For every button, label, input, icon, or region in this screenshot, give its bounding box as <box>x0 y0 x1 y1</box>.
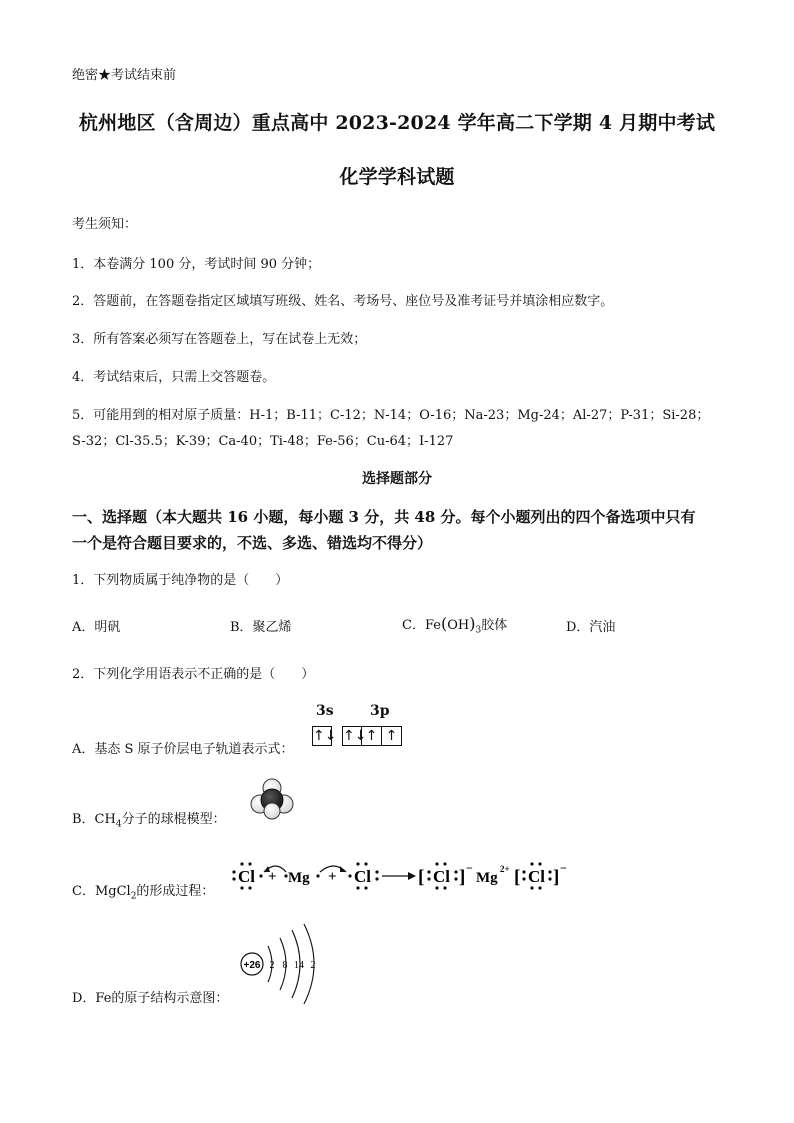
question-2-option-b-label <box>72 808 226 830</box>
exam-title: 杭州地区（含周边）重点高中 2023-2024 学年高二下学期 4 月期中考试 <box>78 112 716 134</box>
mg-ion-charge: 2+ <box>500 864 510 874</box>
charge-minus-1: − <box>466 861 473 875</box>
bracket-cl-1-text: Cl <box>433 867 450 886</box>
shell-3-count: 14 <box>294 960 304 971</box>
question-1-option-b: B．聚乙烯 <box>230 620 292 635</box>
notice-heading: 考生须知： <box>72 217 138 232</box>
nucleus-charge: +26 <box>243 960 261 971</box>
question-2-option-a-label: A．基态 S 原子价层电子轨道表示式： <box>72 742 294 757</box>
orbital-box-3p-1: ↑↓ <box>343 728 367 744</box>
svg-text:[: [ <box>418 867 425 888</box>
orbital-box-3p-2: ↑ <box>362 726 382 746</box>
cl-right-text: Cl <box>354 867 371 886</box>
option-c-paren-close: ) <box>469 614 476 633</box>
orbital-3s-boxes <box>312 726 337 746</box>
part-title: 选择题部分 <box>362 471 432 487</box>
option-c-subscript: 3 <box>475 625 482 636</box>
option-c-prefix: C．Fe <box>402 618 441 633</box>
cl-atom-right <box>348 862 378 889</box>
mg-ion-text: Mg <box>476 870 498 886</box>
svg-text:]: ] <box>553 867 560 888</box>
option-c-label-suffix: 的形成过程： <box>136 884 215 899</box>
option-c-suffix: 胶体 <box>481 618 508 633</box>
plus-1: + <box>268 869 277 885</box>
question-1-stem: 1．下列物质属于纯净物的是（ ） <box>72 573 289 588</box>
option-b-prefix: B．CH <box>72 812 116 827</box>
orbital-box-3s: ↑↓ <box>313 728 337 744</box>
notice-item-3: 3．所有答案必须写在答题卷上，写在试卷上无效； <box>72 332 367 347</box>
option-c-label-prefix: C．MgCl <box>72 884 131 899</box>
fe-atomic-structure-icon <box>238 920 328 1004</box>
option-b-subscript: 4 <box>115 819 122 830</box>
orbital-3s-label: 3s <box>316 703 334 719</box>
option-c-paren-open: ( <box>440 614 448 633</box>
orbital-3p-boxes <box>342 726 402 746</box>
option-b-suffix: 分子的球棍模型： <box>121 812 226 827</box>
plus-2: + <box>328 869 337 885</box>
charge-minus-2: − <box>560 861 567 875</box>
question-2-stem: 2．下列化学用语表示不正确的是（ ） <box>72 667 315 682</box>
notice-item-5: 5．可能用到的相对原子质量：H-1；B-11；C-12；N-14；O-16；Na-23；Mg-24；Al-27；P-31；Si-28； <box>72 408 710 423</box>
notice-item-4: 4．考试结束后，只需上交答题卷。 <box>72 370 276 385</box>
question-2-option-d-label: D．Fe的原子结构示意图： <box>72 991 229 1006</box>
mgcl2-formation-diagram <box>230 850 570 896</box>
cl-atom-left <box>232 862 262 889</box>
option-c-label-subscript: 2 <box>130 891 137 902</box>
svg-text:[: [ <box>514 867 521 888</box>
question-1-option-a: A．明矾 <box>72 620 121 635</box>
shell-1-count: 2 <box>269 960 275 971</box>
cl-left-text: Cl <box>238 867 255 886</box>
secret-mark: 绝密★考试结束前 <box>72 68 177 83</box>
ch4-ball-model-icon <box>248 776 298 824</box>
orbital-3p-label: 3p <box>370 703 390 719</box>
shell-4-count: 2 <box>310 960 316 971</box>
mg-atom-text: Mg <box>288 870 310 886</box>
shell-2-count: 8 <box>282 960 288 971</box>
notice-item-1: 1．本卷满分 100 分，考试时间 90 分钟； <box>72 257 321 272</box>
notice-item-5-cont: S-32；Cl-35.5；K-39；Ca-40；Ti-48；Fe-56；Cu-64；I-127 <box>72 434 454 449</box>
question-1-option-d: D．汽油 <box>566 620 616 635</box>
section-heading-line1: 一、选择题（本大题共 16 小题，每小题 3 分，共 48 分。每个小题列出的四个备选项中只有 <box>72 508 696 526</box>
bracket-cl-2-text: Cl <box>528 867 545 886</box>
section-heading-line2: 一个是符合题目要求的，不选、多选、错选均不得分） <box>72 534 433 552</box>
subject-title: 化学学科试题 <box>339 166 455 188</box>
question-1-option-c <box>402 614 507 636</box>
option-c-oh: OH <box>447 618 470 633</box>
notice-item-2: 2．答题前，在答题卷指定区域填写班级、姓名、考场号、座位号及准考证号并填涂相应数字。 <box>72 294 614 309</box>
orbital-box-3p-3: ↑ <box>382 726 402 746</box>
svg-text:]: ] <box>459 867 466 888</box>
question-2-option-c-label <box>72 880 214 902</box>
